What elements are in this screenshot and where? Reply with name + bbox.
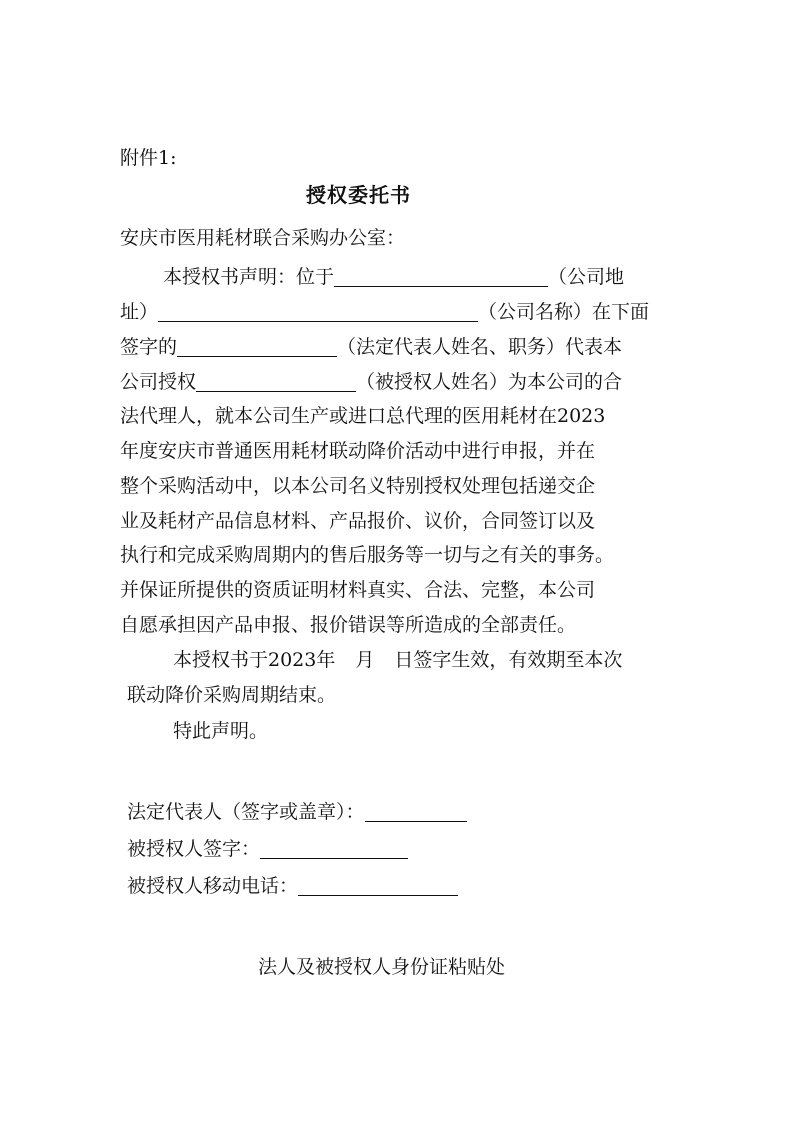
body-text: （公司名称）在下面: [478, 301, 650, 323]
legal-rep-signature-row: [127, 800, 467, 824]
authorized-signature-blank: [260, 838, 408, 859]
body-text: （被授权人姓名）为本公司的合: [356, 371, 623, 393]
effective-text: 月: [355, 649, 375, 671]
body-line-1: [163, 265, 624, 289]
company-address-blank: [334, 266, 548, 287]
authorized-phone-label: 被授权人移动电话：: [127, 875, 299, 897]
authorized-signature-label: 被授权人签字：: [127, 838, 261, 860]
effective-text: 本授权书于2023年: [173, 649, 336, 671]
attachment-label: 附件1:: [120, 147, 177, 169]
body-text: 本授权书声明：位于: [163, 266, 335, 288]
body-text: 址）: [120, 301, 159, 323]
effective-line-1: [173, 648, 622, 672]
body-line-9: 执行和完成采购周期内的售后服务等一切与之有关的事务。: [120, 544, 615, 566]
body-text: （公司地: [548, 266, 625, 288]
body-text: （法定代表人姓名、职务）代表本: [337, 336, 623, 358]
body-line-10: 并保证所提供的资质证明材料真实、合法、完整，本公司: [120, 579, 596, 601]
authorized-phone-blank: [298, 875, 458, 896]
body-line-4: [120, 370, 622, 394]
effective-line-2: 联动降价采购周期结束。: [127, 684, 337, 706]
body-text: 公司授权: [120, 371, 197, 393]
body-text: 签字的: [120, 336, 178, 358]
authorized-signature-row: [127, 837, 408, 861]
company-name-blank: [158, 301, 478, 322]
effective-text: 日签字生效，有效期至本次: [394, 649, 623, 671]
authorized-phone-row: [127, 874, 458, 898]
body-line-5: 法代理人，就本公司生产或进口总代理的医用耗材在2023: [120, 405, 606, 427]
document-title: 授权委托书: [306, 183, 411, 207]
addressee: 安庆市医用耗材联合采购办公室：: [120, 227, 406, 249]
body-line-11: 自愿承担因产品申报、报价错误等所造成的全部责任。: [120, 614, 577, 636]
legal-rep-name-blank: [177, 336, 337, 357]
legal-rep-signature-label: 法定代表人（签字或盖章）：: [127, 801, 365, 823]
body-line-2: [120, 300, 649, 324]
authorized-person-name-blank: [196, 371, 356, 392]
body-line-8: 业及耗材产品信息材料、产品报价、议价，合同签订以及: [120, 510, 596, 532]
id-paste-area-label: 法人及被授权人身份证粘贴处: [258, 956, 506, 978]
declaration: 特此声明。: [173, 720, 269, 742]
body-line-3: [120, 335, 622, 359]
body-line-7: 整个采购活动中，以本公司名义特别授权处理包括递交企: [120, 475, 596, 497]
body-line-6: 年度安庆市普通医用耗材联动降价活动中进行申报，并在: [120, 440, 596, 462]
legal-rep-signature-blank: [365, 801, 467, 822]
